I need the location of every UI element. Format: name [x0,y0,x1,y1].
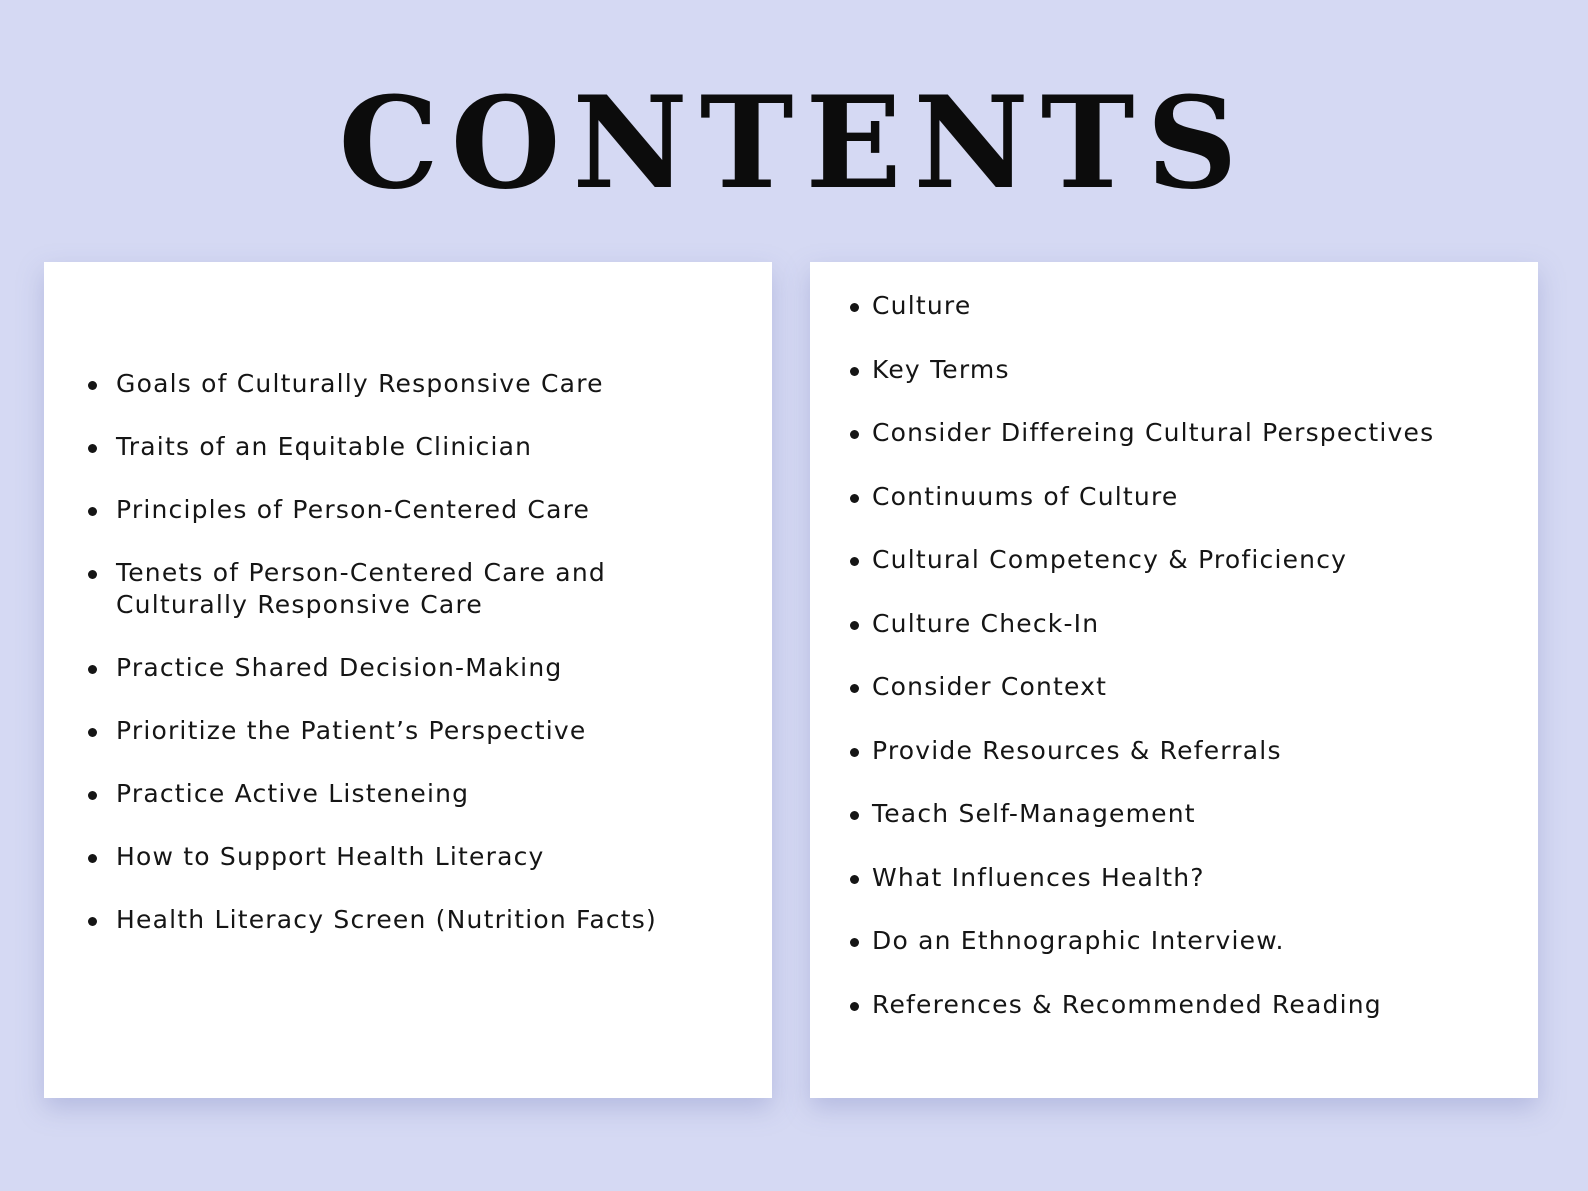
list-item [850,925,1538,957]
list-item [88,904,772,936]
bullet-icon [850,430,859,439]
bullet-icon [88,665,97,674]
bullet-icon [88,381,97,390]
list-item [88,368,772,400]
list-item-label: Tenets of Person-Centered Care and Culturally Responsive Care [116,558,606,619]
list-item [88,431,772,463]
bullet-icon [850,748,859,757]
list-item [88,715,772,747]
bullet-icon [850,303,859,312]
list-item [850,735,1538,767]
list-item [88,494,772,526]
list-item-label: Culture [872,291,972,320]
list-item-label: Traits of an Equitable Clinician [116,432,533,461]
list-item-label: Consider Context [872,672,1108,701]
bullet-icon [88,728,97,737]
list-item-label: Cultural Competency & Proficiency [872,545,1348,574]
list-item [88,778,772,810]
list-item [88,557,636,621]
list-item [850,862,1538,894]
list-item-label: Prioritize the Patient’s Perspective [116,716,587,745]
contents-panel-left [44,262,772,1098]
bullet-icon [850,938,859,947]
list-item-label: Key Terms [872,354,1010,384]
list-item-label: Goals of Culturally Responsive Care [116,369,604,398]
bullet-icon [850,1002,859,1011]
bullet-icon [88,854,97,863]
bullet-icon [88,570,97,579]
bullet-icon [850,684,859,693]
list-item [850,481,1538,513]
list-item [850,290,1538,322]
list-item [850,671,1538,703]
list-item [850,354,1538,386]
bullet-icon [850,811,859,820]
bullet-icon [88,444,97,453]
contents-list-right [850,290,1538,1021]
list-item [88,652,772,684]
bullet-icon [850,557,859,566]
list-item-label: Consider Differeing Cultural Perspectives [872,418,1435,447]
contents-list-left [88,368,772,936]
list-item-label: References & Recommended Reading [872,989,1382,1019]
list-item-label: Practice Active Listeneing [116,779,470,808]
list-item-label: Teach Self-Management [872,799,1196,828]
list-item [850,989,1538,1021]
bullet-icon [850,494,859,503]
bullet-icon [88,507,97,516]
list-item-label: Principles of Person-Centered Care [116,495,591,524]
list-item-label: Continuums of Culture [872,481,1179,511]
list-item-label: Health Literacy Screen (Nutrition Facts) [116,905,657,934]
list-item-label: How to Support Health Literacy [116,842,545,871]
bullet-icon [850,621,859,630]
list-item-label: What Influences Health? [872,862,1205,892]
list-item [850,798,1538,830]
bullet-icon [88,791,97,800]
list-item-label: Practice Shared Decision-Making [116,653,563,682]
page-title: CONTENTS [338,69,1250,217]
list-item-label: Culture Check-In [872,608,1100,638]
bullet-icon [850,875,859,884]
bullet-icon [88,917,97,926]
list-item [850,544,1538,576]
list-item [850,608,1538,640]
list-item-label: Provide Resources & Referrals [872,735,1282,765]
list-item [88,841,772,873]
bullet-icon [850,367,859,376]
list-item-label: Do an Ethnographic Interview. [872,926,1285,955]
list-item [850,417,1538,449]
contents-panel-right [810,262,1538,1098]
